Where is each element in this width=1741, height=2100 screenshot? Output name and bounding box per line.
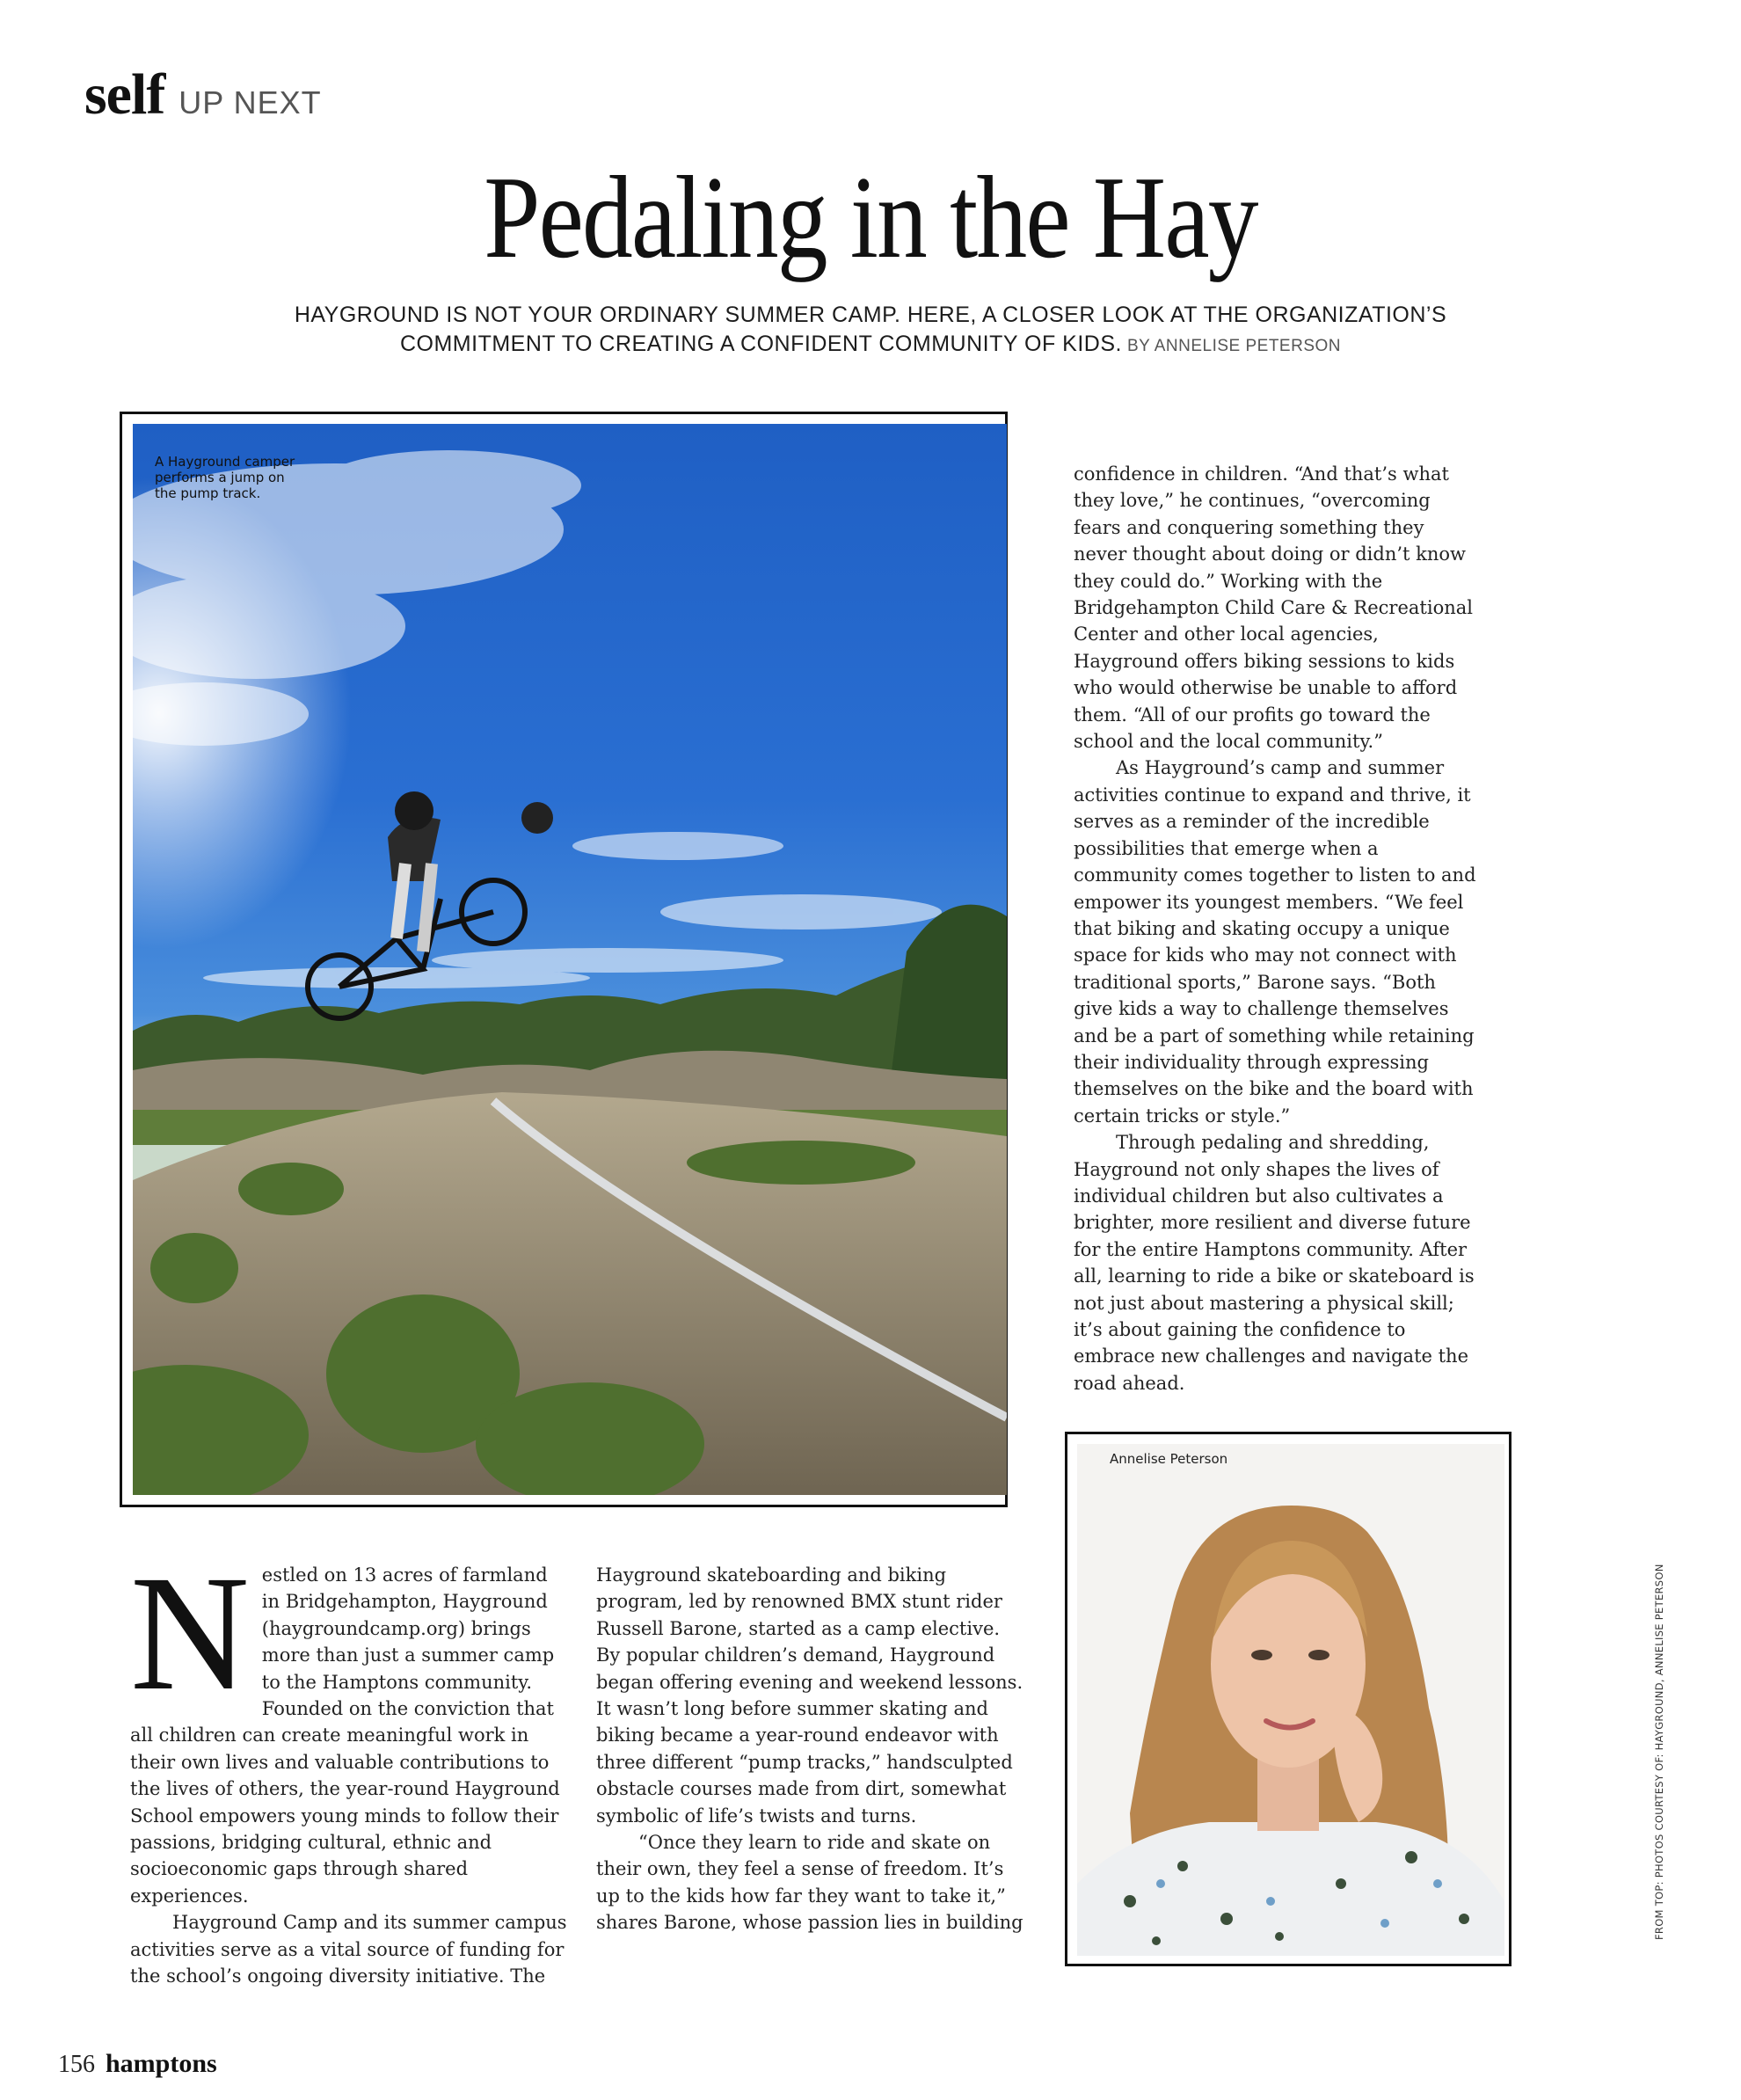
body-paragraph: Hayground skateboarding and biking program, led by renowned BMX stunt rider Russell Barone, started as a camp elective. By popular children’s demand, Hayground began offering evening and weekend lessons. It wasn’t long before summer skating and biking became a year-round endeavor with three different “pump tracks,” handsculpted obstacle courses made from dirt, somewhat symbolic of life’s twists and turns.	[596, 1564, 1023, 1827]
deck-line-2	[264, 330, 1477, 361]
article-deck	[264, 301, 1477, 361]
portrait-illustration	[1077, 1444, 1504, 1956]
publication-name: hamptons	[106, 2049, 217, 2078]
byline: BY ANNELISE PETERSON	[1126, 337, 1341, 355]
article-headline: Pedaling in the Hay	[484, 152, 1257, 282]
body-column-3	[1074, 461, 1478, 1396]
deck-line-2-text: COMMITMENT TO CREATING A CONFIDENT COMMUNITY OF KIDS.	[399, 332, 1122, 356]
main-photo-caption: A Hayground camper performs a jump on the pump track.	[155, 454, 295, 501]
body-paragraph-text: estled on 13 acres of farmland in Bridgehampton, Hayground (haygroundcamp.org) brings more than just a summer camp to the Hamptons community. Founded on the conviction that all children can create meaningful work in their own lives and valuable contributions to the lives of others, the year-round Hayground School empowers young minds to follow their passions, bridging cultural, ethnic and socioeconomic gaps through shared experiences.	[130, 1564, 560, 1907]
photo-credit: FROM TOP: PHOTOS COURTESY OF: HAYGROUND, ANNELISE PETERSON	[1653, 1564, 1665, 1940]
body-column-2	[596, 1562, 1027, 1936]
body-column-1	[130, 1541, 568, 1990]
body-paragraph: “Once they learn to ride and skate on their own, they feel a sense of freedom. It’s up to the kids how far they want to take it,” shares Barone, whose passion lies in building	[596, 1832, 1023, 1934]
body-paragraph: confidence in children. “And that’s what they love,” he continues, “overcoming fears and conquering something they never thought about doing or didn’t know they could do.” Working with the Bridgehampton Child Care & Recreational Center and other local agencies, Hayground offers biking sessions to kids who would otherwise be unable to afford them. “All of our profits go toward the school and the local community.”	[1074, 463, 1473, 753]
page-footer	[58, 2049, 217, 2079]
body-paragraph: As Hayground’s camp and summer activities continue to expand and thrive, it serves as a reminder of the incredible possibilities that emerge when a community comes together to listen to and empower its youngest members. “We feel that biking and skating occupy a unique space for kids who may not connect with traditional sports,” Barone says. “Both give kids a way to challenge themselves and be a part of something while retaining their individuality through expressing themselves on the bike and the board with certain tricks or style.”	[1074, 757, 1476, 1127]
dropcap: N	[130, 1541, 250, 1724]
bmx-jump-illustration	[133, 424, 1007, 1495]
author-portrait	[1077, 1444, 1504, 1956]
section-header	[84, 62, 322, 128]
page-number: 156	[58, 2051, 95, 2078]
main-photo	[133, 424, 1007, 1495]
body-paragraph: Hayground Camp and its summer campus activities serve as a vital source of funding for the school’s ongoing diversity initiative. The	[130, 1912, 567, 1987]
body-paragraph	[130, 1541, 568, 1909]
body-paragraph: Through pedaling and shredding, Hayground not only shapes the lives of individual children but also cultivates a brighter, more resilient and diverse future for the entire Hamptons community. After all, learning to ride a bike or skateboard is not just about mastering a physical skill; it’s about gaining the confidence to embrace new challenges and navigate the road ahead.	[1074, 1132, 1475, 1394]
portrait-caption: Annelise Peterson	[1110, 1451, 1228, 1467]
section-subtitle: UP NEXT	[178, 84, 322, 120]
section-name: self	[84, 62, 165, 127]
deck-line-1: HAYGROUND IS NOT YOUR ORDINARY SUMMER CAMP. HERE, A CLOSER LOOK AT THE ORGANIZATION’S	[294, 303, 1447, 327]
